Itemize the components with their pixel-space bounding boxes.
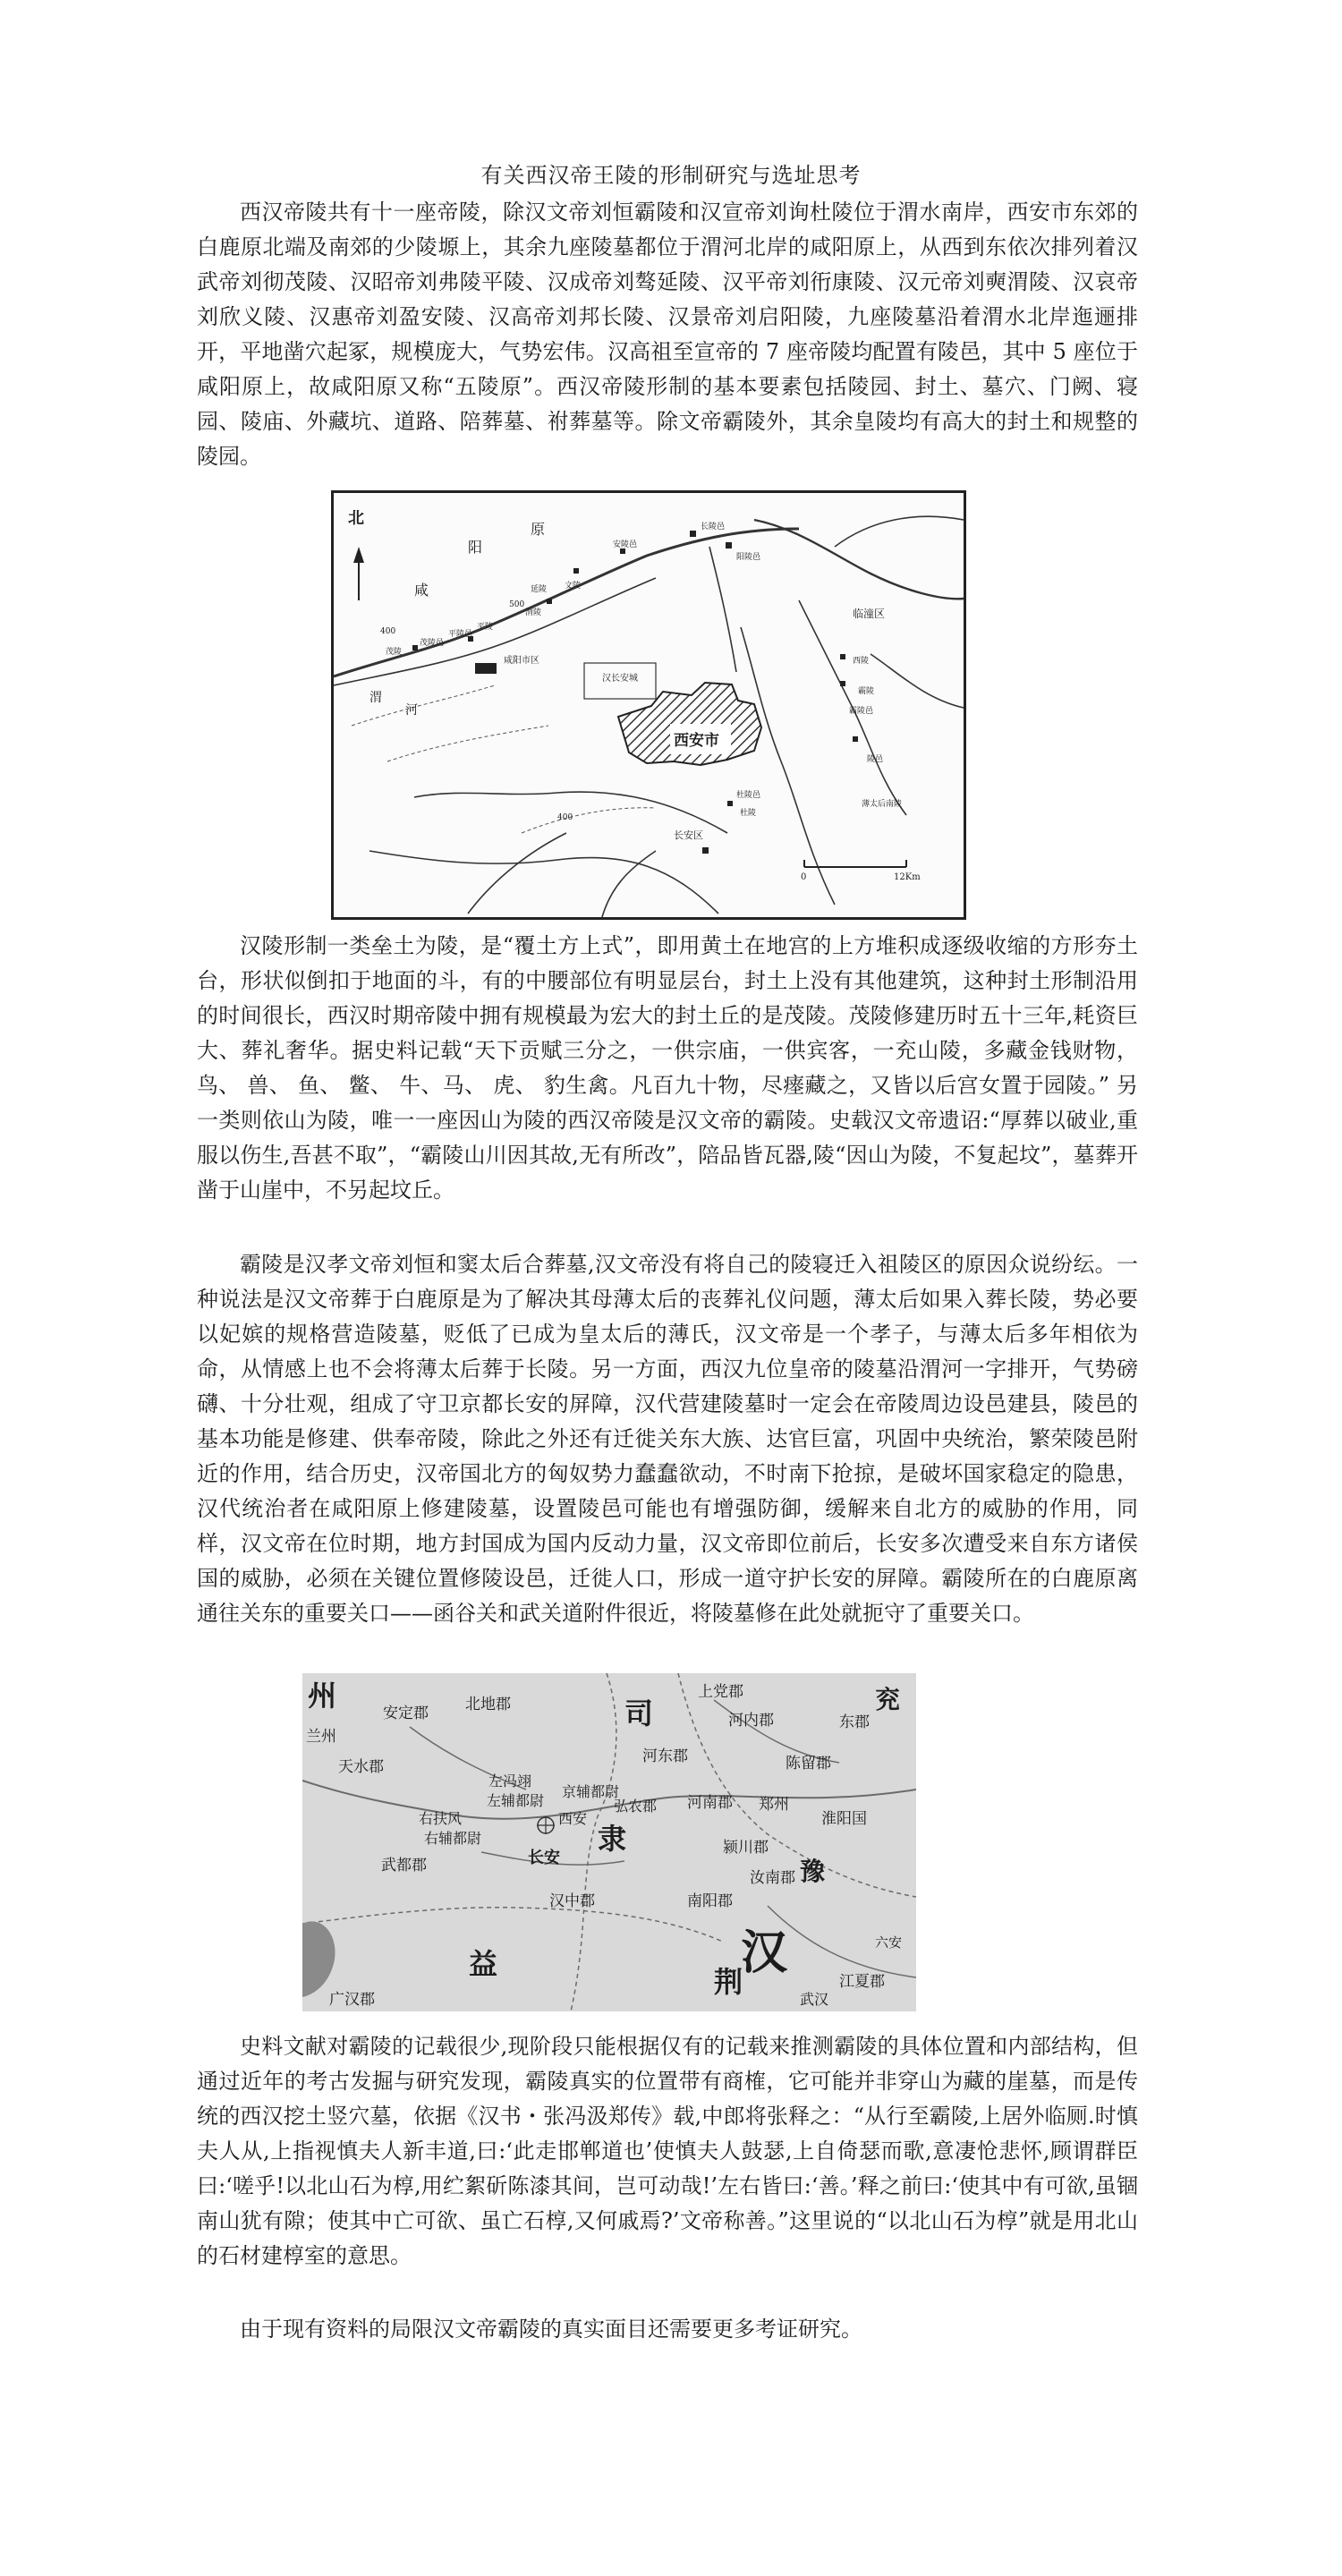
map1-region-label: 原	[531, 521, 546, 538]
map1-region-label: 河	[405, 703, 418, 718]
map1-region-label: 阳	[468, 539, 483, 556]
map2-place: 广汉郡	[329, 1991, 375, 2009]
map2-place: 西安	[558, 1810, 588, 1827]
map2-changan-label: 长安	[528, 1849, 560, 1867]
map2-region-label: 豫	[800, 1857, 826, 1886]
map2-place: 六安	[875, 1934, 903, 1951]
map1-place: 汉长安城	[602, 674, 638, 684]
map1-place: 文陵	[565, 582, 582, 591]
map2-place: 汝南郡	[750, 1869, 795, 1887]
map1-place: 长陵邑	[701, 523, 726, 531]
paragraph-4: 史料文献对霸陵的记载很少,现阶段只能根据仅有的记载来推测霸陵的具体位置和内部结构，但通过近年的考古发掘与研究发现，霸陵真实的位置带有商榷，它可能并非穿山为藏的崖墓，而是传统的西汉挖土竖穴墓，依据《汉书・张冯汲郑传》载,中郎将张释之：“从行至霸陵,上居外临厕.时慎夫人从,上指视慎夫人新丰道,曰:‘此走邯郸道也’使慎夫人鼓瑟,上自倚瑟而歌,意凄怆悲怀,顾谓群臣曰:‘嗟乎!以北山石为椁,用纻絮斫陈漆其间，岂可动哉!’左右皆曰:‘善。’释之前曰:‘使其中有可欲,虽锢南山犹有隙；使其中亡可欲、虽亡石椁,又何戚焉?’文帝称善。”这里说的“以北山石为椁”就是用北山的石材建椁室的意思。	[197, 2034, 1138, 2268]
map1-contour: 500	[509, 600, 525, 609]
map2-place: 上党郡	[698, 1683, 743, 1701]
map1-place: 平陵	[477, 623, 494, 632]
map2-place: 汉中郡	[549, 1892, 595, 1910]
map1-region-label: 咸	[414, 582, 429, 599]
map2-place: 陈留郡	[786, 1755, 831, 1773]
map2-region-label: 州	[308, 1679, 337, 1713]
map1-place: 霸陵邑	[849, 707, 874, 716]
map1-region-label: 渭	[369, 691, 382, 705]
map2-region-label: 隶	[598, 1822, 627, 1856]
map2-han-label: 汉	[741, 1926, 788, 1980]
map1-place: 阳陵邑	[736, 553, 761, 562]
map2-place: 淮阳国	[821, 1810, 867, 1828]
map2-place: 左辅都尉	[487, 1792, 545, 1809]
map1-place: 临潼区	[853, 608, 886, 620]
map2-place: 武都郡	[381, 1857, 427, 1875]
map2-place: 左冯翊	[488, 1773, 532, 1790]
map2-place: 安定郡	[383, 1705, 429, 1722]
map1-place: 薄太后南陵	[862, 800, 903, 809]
map1-place: 霸陵	[858, 687, 875, 696]
map1-scale-end: 12Km	[894, 872, 921, 882]
mausoleum-distribution-map	[331, 490, 966, 920]
map1-scale-start: 0	[801, 872, 807, 882]
map2-place: 北地郡	[465, 1696, 511, 1713]
map2-place: 颍川郡	[723, 1839, 769, 1857]
map1-place: 咸阳市区	[504, 656, 539, 666]
map2-region-label: 益	[469, 1947, 498, 1981]
map1-place: 茂陵	[386, 648, 403, 657]
map2-place: 京辅都尉	[562, 1783, 620, 1800]
map1-xian-label: 西安市	[674, 732, 719, 750]
map2-place: 右扶风	[419, 1810, 463, 1827]
map1-north-label: 北	[348, 509, 364, 528]
map2-place: 东郡	[839, 1713, 870, 1731]
map2-region-label: 兖	[875, 1685, 901, 1714]
paragraph-1: 西汉帝陵共有十一座帝陵，除汉文帝刘恒霸陵和汉宣帝刘询杜陵位于渭水南岸，西安市东郊的白鹿原北端及南郊的少陵塬上，其余九座陵墓都位于渭河北岸的咸阳原上，从西到东依次排列着汉武帝刘彻茂陵、汉昭帝刘弗陵平陵、汉成帝刘骜延陵、汉平帝刘衎康陵、汉元帝刘奭渭陵、汉哀帝刘欣义陵、汉惠帝刘盈安陵、汉高帝刘邦长陵、汉景帝刘启阳陵，九座陵墓沿着渭水北岸迤逦排开，平地凿穴起冢，规模庞大，气势宏伟。汉高祖至宣帝的 7 座帝陵均配置有陵邑，其中 5 座位于咸阳原上，故咸阳原又称“五陵原”。西汉帝陵形制的基本要素包括陵园、封土、墓穴、门阙、寝园、陵庙、外藏坑、道路、陪葬墓、祔葬墓等。除文帝霸陵外，其余皇陵均有高大的封土和规整的陵园。	[197, 200, 1138, 469]
paragraph-3: 霸陵是汉孝文帝刘恒和窦太后合葬墓,汉文帝没有将自己的陵寝迁入祖陵区的原因众说纷纭。一种说法是汉文帝葬于白鹿原是为了解决其母薄太后的丧葬礼仪问题，薄太后如果入葬长陵，势必要以妃嫔的规格营造陵墓，贬低了已成为皇太后的薄氏，汉文帝是一个孝子，与薄太后多年相依为命，从情感上也不会将薄太后葬于长陵。另一方面，西汉九位皇帝的陵墓沿渭河一字排开，气势磅礴、十分壮观，组成了守卫京都长安的屏障，汉代营建陵墓时一定会在帝陵周边设邑建县，陵邑的基本功能是修建、供奉帝陵，除此之外还有迁徙关东大族、达官巨富，巩固中央统治，繁荣陵邑附近的作用，结合历史，汉帝国北方的匈奴势力蠢蠢欲动，不时南下抢掠，是破坏国家稳定的隐患，汉代统治者在咸阳原上修建陵墓，设置陵邑可能也有增强防御，缓解来自北方的威胁的作用，同样，汉文帝在位时期，地方封国成为国内反动力量，汉文帝即位前后，长安多次遭受来自东方诸侯国的威胁，必须在关键位置修陵设邑，迁徙人口，形成一道守护长安的屏障。霸陵所在的白鹿原离通往关东的重要关口——函谷关和武关道附件很近，将陵墓修在此处就扼守了重要关口。	[197, 1252, 1138, 1626]
map1-place: 杜陵邑	[736, 791, 761, 800]
map1-place: 陵邑	[867, 755, 884, 764]
map2-place: 江夏郡	[839, 1973, 885, 1991]
map2-place: 南阳郡	[687, 1892, 733, 1910]
map2-place: 河南郡	[687, 1794, 733, 1812]
map2-region-label: 司	[624, 1696, 654, 1730]
map1-place: 延陵	[531, 585, 548, 594]
map1-place: 茂陵邑	[420, 639, 445, 648]
map2-place: 弘农郡	[614, 1798, 658, 1815]
map2-place: 武汉	[800, 1991, 829, 2008]
han-commanderies-map	[302, 1673, 916, 2011]
map2-place: 河内郡	[728, 1712, 774, 1730]
map2-region-label: 荆	[714, 1965, 743, 1999]
map1-place: 平陵邑	[448, 630, 473, 639]
map2-place: 天水郡	[338, 1758, 384, 1776]
map2-place: 河东郡	[642, 1747, 688, 1765]
map2-place: 右辅都尉	[424, 1830, 482, 1847]
map1-place: 安陵邑	[613, 540, 638, 549]
page-title: 有关西汉帝王陵的形制研究与选址思考	[480, 163, 862, 188]
map2-place: 兰州	[306, 1728, 336, 1746]
map1-contour: 400	[380, 627, 396, 636]
map1-place: 渭陵	[525, 608, 542, 617]
map1-place: 西陵	[853, 657, 870, 666]
map2-place: 郑州	[759, 1796, 789, 1814]
paragraph-5: 由于现有资料的局限汉文帝霸陵的真实面目还需要更多考证研究。	[240, 2317, 862, 2342]
map1-place: 杜陵	[740, 809, 757, 818]
map1-contour: 400	[557, 813, 573, 822]
map1-place: 长安区	[674, 829, 703, 841]
paragraph-2: 汉陵形制一类垒土为陵，是“覆土方上式”，即用黄土在地宫的上方堆积成逐级收缩的方形夯土台，形状似倒扣于地面的斗，有的中腰部位有明显层台，封土上没有其他建筑，这种封土形制沿用的时间很长，西汉时期帝陵中拥有规模最为宏大的封土丘的是茂陵。茂陵修建历时五十三年,耗资巨大、葬礼奢华。据史料记载“天下贡赋三分之，一供宗庙，一供宾客，一充山陵，多藏金钱财物，鸟、 兽、 鱼、 鳖、 牛、马、 虎、 豹生禽。凡百九十物，尽瘗藏之，又皆以后宫女置于园陵。” 另一类则依山为陵，唯一一座因山为陵的西汉帝陵是汉文帝的霸陵。史载汉文帝遗诏:“厚葬以破业,重服以伤生,吾甚不取”，“霸陵山川因其故,无有所改”，陪品皆瓦器,陵“因山为陵，不复起坟”，墓葬开凿于山崖中，不另起坟丘。	[197, 933, 1138, 1203]
